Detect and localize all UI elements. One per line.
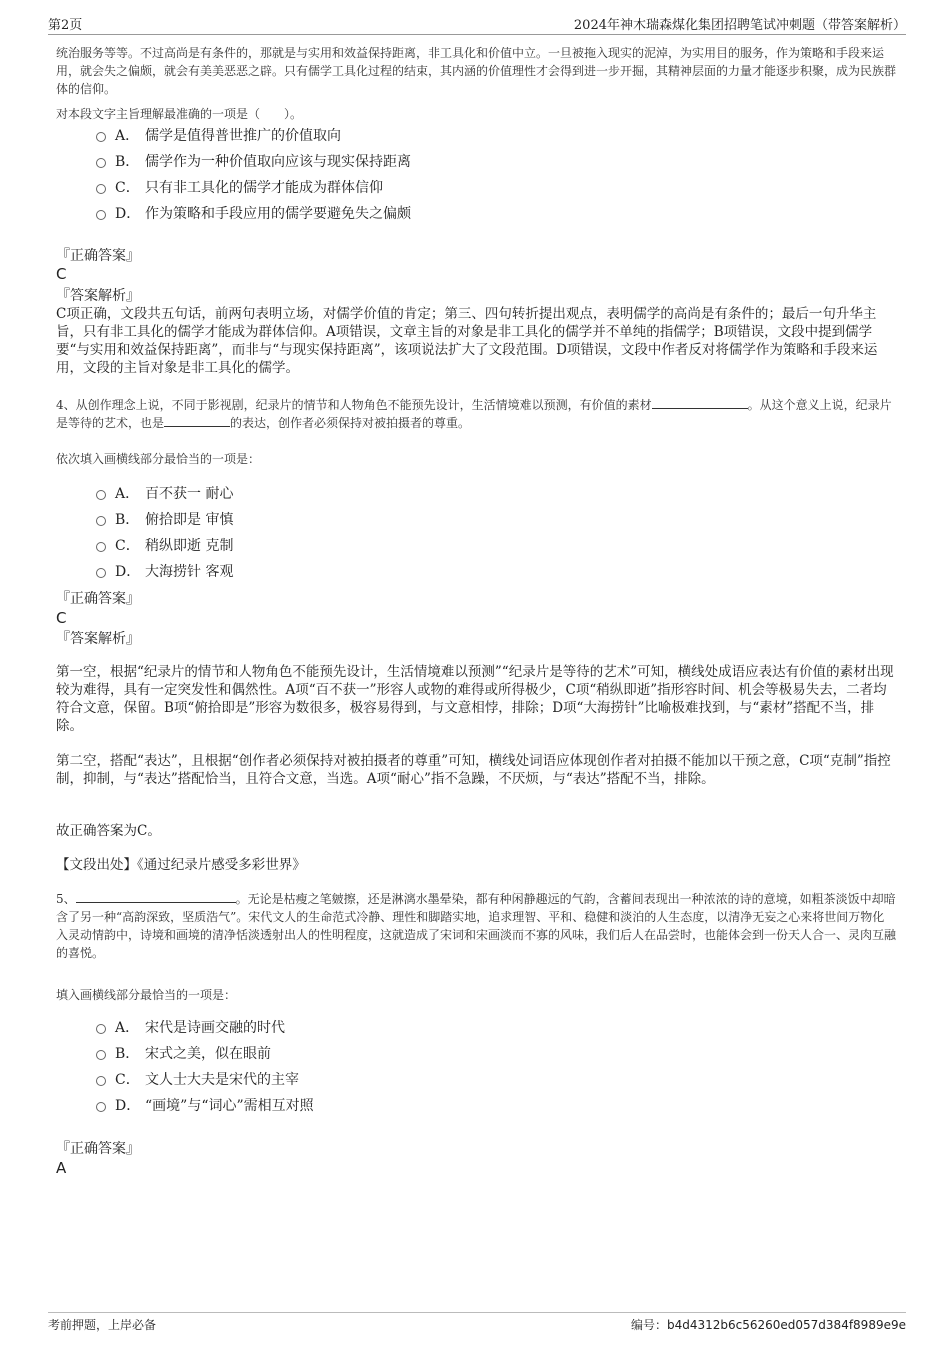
q3-analysis: C项正确，文段共五句话，前两句表明立场，对儒学价值的肯定；第三、四句转折提出观点，表明儒学的高尚是有条件的；最后一句升华主旨，只有非工具化的儒学才能成为群体信仰。A项错误，文章主旨的对象是非工具化的儒学并不单纯的指儒学；B项错误，文段中提到儒学要“与实用和效益保持距离”，而非与“与现实保持距离”，该项说法扩大了文段范围。D项错误，文段中作者反对将儒学作为策略和手段来运用，文段的主旨对象是非工具化的儒学。 xyxy=(56,306,878,376)
q5-answer: A xyxy=(56,1159,67,1177)
q5-question: 填入画横线部分最恰当的一项是： xyxy=(56,988,237,1002)
document-title: 2024年神木瑞森煤化集团招聘笔试冲刺题（带答案解析） xyxy=(573,18,906,33)
q5-option-a[interactable]: A． 宋代是诗画交融的时代 xyxy=(96,1018,285,1038)
q5-answer-label: 『正确答案』 xyxy=(56,1141,140,1157)
page-header xyxy=(48,12,906,35)
radio-icon[interactable] xyxy=(96,542,106,552)
q4-conclusion: 故正确答案为C。 xyxy=(56,823,161,839)
q4-answer-label: 『正确答案』 xyxy=(56,591,140,607)
q3-option-c[interactable]: C． 只有非工具化的儒学才能成为群体信仰 xyxy=(96,178,383,198)
radio-icon[interactable] xyxy=(96,1076,106,1086)
radio-icon[interactable] xyxy=(96,516,106,526)
q4-option-c[interactable]: C． 稍纵即逝 克制 xyxy=(96,536,233,556)
q3-option-a[interactable]: A． 儒学是值得普世推广的价值取向 xyxy=(96,126,341,146)
radio-icon[interactable] xyxy=(96,210,106,220)
q4-question: 依次填入画横线部分最恰当的一项是： xyxy=(56,452,261,466)
page-number: 第2页 xyxy=(48,18,83,33)
document-code: 编号：b4d4312b6c56260ed057d384f8989e9e xyxy=(630,1318,906,1332)
q4-analysis-label: 『答案解析』 xyxy=(56,631,140,647)
fill-blank-2[interactable] xyxy=(164,414,230,427)
radio-icon[interactable] xyxy=(96,1102,106,1112)
q4-analysis-2: 第二空，搭配“表达”，且根据“创作者必须保持对被拍摄者的尊重”可知，横线处词语应体现创作者对拍摄不能加以干预之意，C项“克制”指控制，抑制，与“表达”搭配恰当，且符合文意，当选。A项“耐心”指不急躁，不厌烦，与“表达”搭配不当，排除。 xyxy=(56,753,891,787)
page-footer xyxy=(48,1312,906,1335)
q4-stem: 4、从创作理念上说，不同于影视剧，纪录片的情节和人物角色不能预先设计，生活情境难以预测，有价值的素材 。从这个意义上说，纪录片是等待的艺术，也是 的表达，创作者必须保持对被拍摄者的尊重。 xyxy=(56,398,892,430)
q3-question: 对本段文字主旨理解最准确的一项是（ ）。 xyxy=(56,107,303,121)
q3-analysis-label: 『答案解析』 xyxy=(56,288,140,304)
fill-blank-q5[interactable] xyxy=(76,890,236,903)
q4-option-a[interactable]: A． 百不获一 耐心 xyxy=(96,484,233,504)
radio-icon[interactable] xyxy=(96,1024,106,1034)
radio-icon[interactable] xyxy=(96,184,106,194)
footer-slogan: 考前押题，上岸必备 xyxy=(48,1318,157,1332)
q5-stem: 5、 。无论是枯瘦之笔皴擦，还是淋漓水墨晕染，都有种闲静趣远的气韵，含蓄间表现出一种浓浓的诗的意境，如粗茶淡饭中却暗含了另一种“高韵深致，坚质浩气”。宋代文人的生命范式冷静、理性和脚踏实地，追求理智、平和、稳健和淡泊的人生态度，以清净无妄之心来将世间万物化入灵动情韵中，诗境和画境的清净恬淡透射出人的性明程度，这就造成了宋词和宋画淡而不寡的风味，我们后人在品尝时，也能体会到一份天人合一、灵肉互融的喜悦。 xyxy=(56,892,897,960)
q5-option-c[interactable]: C． 文人士大夫是宋代的主宰 xyxy=(96,1070,299,1090)
radio-icon[interactable] xyxy=(96,490,106,500)
q5-option-d[interactable]: D． “画境”与“词心”需相互对照 xyxy=(96,1096,314,1116)
radio-icon[interactable] xyxy=(96,158,106,168)
q5-option-b[interactable]: B． 宋式之美，似在眼前 xyxy=(96,1044,271,1064)
q4-option-b[interactable]: B． 俯拾即是 审慎 xyxy=(96,510,233,530)
q3-option-b[interactable]: B． 儒学作为一种价值取向应该与现实保持距离 xyxy=(96,152,411,172)
q4-analysis-1: 第一空，根据“纪录片的情节和人物角色不能预先设计，生活情境难以预测”“纪录片是等待的艺术”可知，横线处成语应表达有价值的素材出现较为难得，具有一定突发性和偶然性。A项“百不获一”形容人或物的难得或所得极少，C项“稍纵即逝”指形容时间、机会等极易失去，二者均符合文意，保留。B项“俯拾即是”形容为数很多，极容易得到，与文意相悖，排除；D项“大海捞针”比喻极难找到，与“素材”搭配不当，排除。 xyxy=(56,664,894,734)
q3-answer-label: 『正确答案』 xyxy=(56,248,140,264)
fill-blank-1[interactable] xyxy=(652,396,748,409)
radio-icon[interactable] xyxy=(96,568,106,578)
q3-option-d[interactable]: D． 作为策略和手段应用的儒学要避免失之偏颇 xyxy=(96,204,411,224)
q3-passage: 统治服务等等。不过高尚是有条件的，那就是与实用和效益保持距离，非工具化和价值中立。一旦被拖入现实的泥淖，为实用目的服务，作为策略和手段来运用，就会失之偏颇，就会有美美恶恶之辟。只有儒学工具化过程的结束，其内涵的价值理性才会得到进一步开掘，其精神层面的力量才能逐步积聚，成为民族群体的信仰。 xyxy=(56,46,897,96)
radio-icon[interactable] xyxy=(96,132,106,142)
q4-answer: C xyxy=(56,609,67,627)
q4-option-d[interactable]: D． 大海捞针 客观 xyxy=(96,562,233,582)
q3-answer: C xyxy=(56,265,67,283)
q4-source: 【文段出处】《通过纪录片感受多彩世界》 xyxy=(56,857,306,873)
radio-icon[interactable] xyxy=(96,1050,106,1060)
